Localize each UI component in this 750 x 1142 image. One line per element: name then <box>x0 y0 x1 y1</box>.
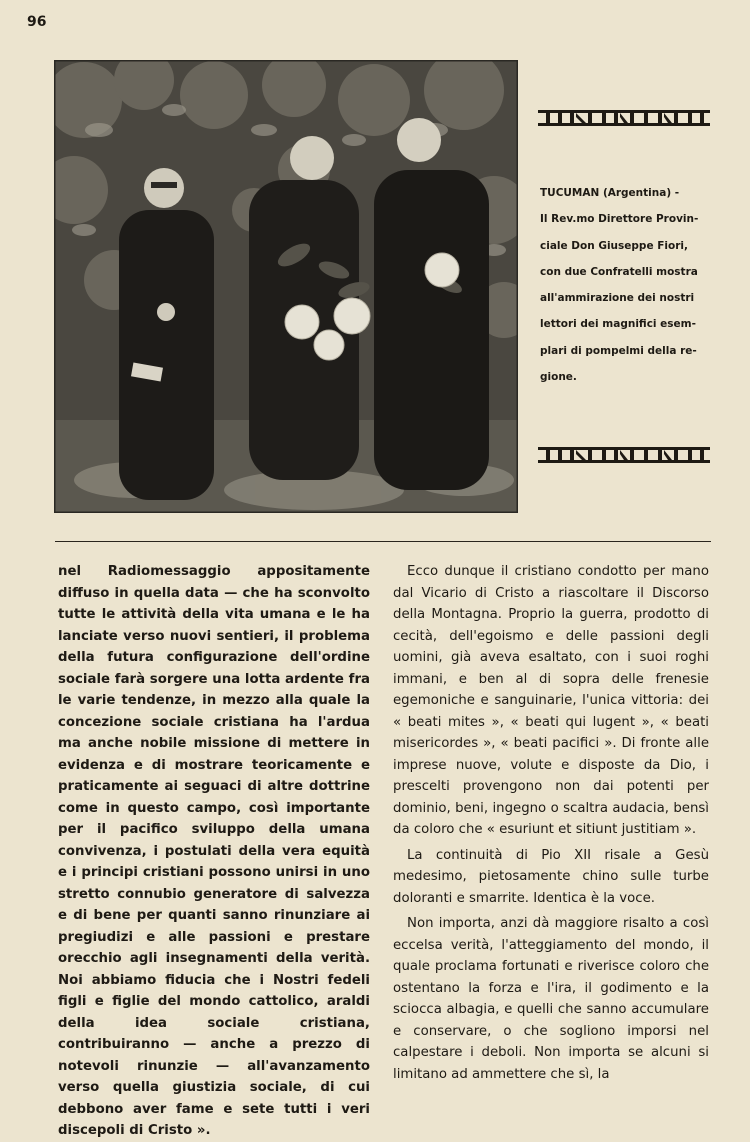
body-paragraph: Non importa, anzi dà maggiore risalto a così eccelsa verità, l'atteggiamento del mondo, il quale proclama fortunati e riverisce coloro che ostentano la forza e l'ira, il godimento e la sciocca albagia, e quelli che sanno accumulare e conservare, o che sogliono imporsi nel calpestare i deboli. Non importa se alcuni si limitano ad ammettere che sì, la <box>393 916 709 1082</box>
body-paragraph: nel Radiomessaggio appositamente diffuso in quella data — che ha sconvolto tutte le attività della vita umana e le ha lanciate verso nuovi sentieri, il problema della futura configurazione dell'ordine sociale farà sorgere una lotta ardente fra le varie tendenze, in mezzo alla quale la concezione sociale cristiana ha l'ardua ma anche nobile missione di mettere in evidenza e di mostrare teoricamente e praticamente ai seguaci di altre dottrine come in questo campo, così importante per il pacifico sviluppo della umana convivenza, i postulati della vera equità e i principi cristiani possono unirsi in uno stretto connubio generatore di salvezza e di bene per quanti sanno rinunziare ai pregiudizi e alle passioni e prestare orecchio agli insegnamenti della verità. Noi abbiamo fiducia che i Nostri fedeli figli e figlie del mondo cattolico, araldi della idea sociale cristiana, contribuiranno — anche a prezzo di notevoli rinunzie — all'avanzamento verso quella giustizia sociale, di cui debbono aver fame e sete tutti i veri discepoli di Cristo ». <box>58 564 370 1138</box>
caption-line: Il Rev.mo Direttore Provin- <box>540 213 699 226</box>
body-paragraph: La continuità di Pio XII risale a Gesù medesimo, pietosamente chino sulle turbe doloranti e smarrite. Identica è la voce. <box>393 847 709 906</box>
body-paragraph: Ecco dunque il cristiano condotto per mano dal Vicario di Cristo a riascoltare il Discorso della Montagna. Proprio la guerra, prodotto di cecità, dell'egoismo e delle passioni degli uomini, già aveva esaltato, con i suoi roghi immani, e ben al di sopra delle frenesie egemoniche e sanguinarie, l'unica vittoria: dei « beati mites », « beati qui lugent », « beati misericordes », « beati pacifici ». Di fronte alle imprese nuove, volute e disposte da Dio, i prescelti provengono non dai potenti per dominio, beni, ingegno o scaltra audacia, bensì da coloro che « esuriunt et sitiunt justitiam ». <box>393 564 709 837</box>
caption-line: ciale Don Giuseppe Fiori, <box>540 239 688 252</box>
right-column <box>393 561 709 1085</box>
caption-line: plari di pompelmi della re- <box>540 344 697 357</box>
photograph <box>54 60 518 513</box>
ornament-divider-icon <box>538 445 710 465</box>
ornament-divider-icon <box>538 108 710 128</box>
left-column <box>58 561 370 1142</box>
photo-three-priests-icon <box>54 60 518 513</box>
caption-line: TUCUMAN (Argentina) - <box>540 187 680 199</box>
caption-line: lettori dei magnifici esem- <box>540 318 696 331</box>
section-divider <box>55 541 711 542</box>
caption-line: all'ammirazione dei nostri <box>540 292 695 305</box>
caption-line: gione. <box>540 371 577 384</box>
photo-caption <box>540 180 712 390</box>
page-number: 96 <box>27 14 47 30</box>
caption-line: con due Confratelli mostra <box>540 265 698 278</box>
